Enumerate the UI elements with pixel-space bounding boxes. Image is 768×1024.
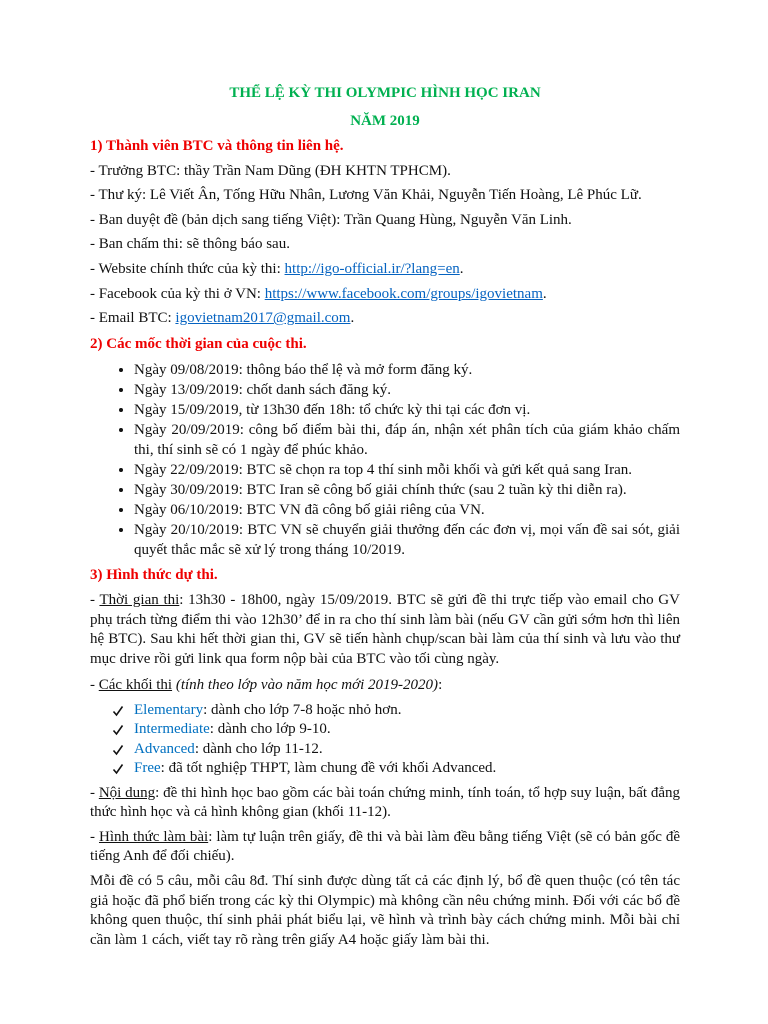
level-name: Elementary bbox=[134, 701, 204, 718]
timeline-item: • Ngày 30/09/2019: BTC Iran sẽ công bố giải chính thức (sau 2 tuần kỳ thi diễn ra). bbox=[134, 480, 680, 500]
checkmark-icon bbox=[112, 724, 124, 736]
timeline-item: • Ngày 20/10/2019: BTC VN sẽ chuyển giải thưởng đến các đơn vị, mọi vấn đề sai sót, giải quyết thắc mắc sẽ xử lý trong tháng 10/2019. bbox=[134, 520, 680, 560]
format-paragraph bbox=[90, 828, 680, 867]
email-line bbox=[90, 309, 680, 329]
website-line bbox=[90, 260, 680, 280]
level-name: Advanced bbox=[134, 740, 195, 757]
timeline-item: • Ngày 09/08/2019: thông báo thể lệ và mở form đăng ký. bbox=[134, 360, 680, 380]
rules-paragraph: Mỗi đề có 5 câu, mỗi câu 8đ. Thí sinh được dùng tất cả các định lý, bổ đề quen thuộc (có tên tác giả hoặc đã phổ biến trong các kỳ thi Olympic) mà không cần nêu chứng minh. Đối với các bổ đề không quen thuộc, thí sinh phải phát biểu lại, vẽ hình và trình bày cách chứng minh. Mỗi bài chỉ cần làm 1 cách, viết tay rõ ràng trên giấy A4 hoặc giấy làm bài thi. bbox=[90, 872, 680, 948]
levels-intro-dash: - bbox=[90, 677, 99, 694]
exam-time-label: Thời gian thi bbox=[99, 591, 180, 608]
title-line-2: NĂM 2019 bbox=[350, 113, 420, 129]
levels-list bbox=[90, 701, 680, 779]
website-suffix: . bbox=[459, 260, 464, 277]
level-item-intermediate bbox=[134, 720, 680, 739]
facebook-suffix: . bbox=[542, 285, 547, 302]
exam-time-paragraph bbox=[90, 591, 680, 669]
level-name: Free bbox=[134, 760, 161, 777]
level-name: Intermediate bbox=[134, 721, 210, 738]
format-dash: - bbox=[90, 828, 99, 845]
levels-intro-label: Các khối thi bbox=[98, 677, 173, 694]
levels-intro-suffix: : bbox=[438, 677, 443, 694]
facebook-line bbox=[90, 285, 680, 305]
email-label: - Email BTC: bbox=[90, 310, 176, 327]
level-desc: : đã tốt nghiệp THPT, làm chung đề với khối Advanced. bbox=[160, 760, 497, 777]
timeline-item: • Ngày 20/09/2019: công bố điểm bài thi, đáp án, nhận xét phân tích của giám khảo chấm thi, thí sinh sẽ có 1 ngày để phúc khảo. bbox=[134, 420, 680, 460]
levels-intro-note: (tính theo lớp vào năm học mới 2019-2020) bbox=[175, 677, 439, 694]
content-text: : đề thi hình học bao gồm các bài toán chứng minh, tính toán, tổ hợp suy luận, bất đẳng thức hình học và cả hình không gian (khối 11-12). bbox=[90, 784, 681, 821]
section-2-heading: 2) Các mốc thời gian của cuộc thi. bbox=[90, 335, 307, 352]
level-desc: : dành cho lớp 9-10. bbox=[209, 721, 331, 738]
level-desc: : dành cho lớp 11-12. bbox=[194, 740, 323, 757]
facebook-label: - Facebook của kỳ thi ở VN: bbox=[90, 285, 265, 302]
content-paragraph bbox=[90, 784, 680, 823]
exam-time-dash: - bbox=[90, 591, 100, 608]
format-text: : làm tự luận trên giấy, đề thi và bài làm đều bằng tiếng Việt (sẽ có bản gốc đề tiếng Anh để đối chiếu). bbox=[90, 828, 680, 865]
checkmark-icon bbox=[112, 744, 124, 756]
facebook-link[interactable]: https://www.facebook.com/groups/igovietnam bbox=[264, 285, 543, 302]
section-3-heading: 3) Hình thức dự thi. bbox=[90, 567, 218, 584]
timeline-item: • Ngày 06/10/2019: BTC VN đã công bố giải riêng của VN. bbox=[134, 500, 680, 520]
checkmark-icon bbox=[112, 763, 124, 775]
email-suffix: . bbox=[350, 310, 355, 327]
timeline-item: • Ngày 13/09/2019: chốt danh sách đăng ký. bbox=[134, 380, 680, 400]
levels-intro bbox=[90, 676, 680, 696]
secretary-line: - Thư ký: Lê Viết Ân, Tống Hữu Nhân, Lương Văn Khải, Nguyễn Tiến Hoàng, Lê Phúc Lữ. bbox=[90, 187, 642, 204]
section-1-heading: 1) Thành viên BTC và thông tin liên hệ. bbox=[90, 138, 344, 154]
content-dash: - bbox=[90, 784, 99, 801]
document-title bbox=[90, 79, 680, 135]
timeline-item: • Ngày 15/09/2019, từ 13h30 đến 18h: tổ chức kỳ thi tại các đơn vị. bbox=[134, 400, 680, 420]
checkmark-icon bbox=[112, 705, 124, 717]
timeline-list bbox=[90, 360, 680, 560]
content-label: Nội dung bbox=[98, 784, 156, 801]
level-item-free bbox=[134, 759, 680, 778]
email-link[interactable]: igovietnam2017@gmail.com bbox=[175, 310, 351, 327]
level-desc: : dành cho lớp 7-8 hoặc nhỏ hơn. bbox=[203, 701, 402, 718]
grading-board-line: - Ban chấm thi: sẽ thông báo sau. bbox=[90, 236, 290, 253]
review-board-line: - Ban duyệt đề (bản dịch sang tiếng Việt): Trần Quang Hùng, Nguyễn Văn Linh. bbox=[90, 211, 572, 228]
exam-time-text: : 13h30 - 18h00, ngày 15/09/2019. BTC sẽ gửi đề thi trực tiếp vào email cho GV phụ trách từng điểm thi vào 12h30’ để in ra cho thí sinh làm bài (nếu GV cần gửi sớm hơn thì liên hệ BTC). Sau khi hết thời gian thi, GV sẽ tiến hành chụp/scan bài làm của thí sinh và lưu vào thư mục drive rồi gửi link qua form nộp bài của BTC vào tối cùng ngày. bbox=[90, 591, 680, 667]
level-item-advanced bbox=[134, 740, 680, 759]
level-item-elementary bbox=[134, 701, 680, 720]
website-label: - Website chính thức của kỳ thi: bbox=[90, 260, 285, 277]
document-body bbox=[90, 79, 680, 950]
format-label: Hình thức làm bài bbox=[98, 828, 209, 845]
title-line-1: THỂ LỆ KỲ THI OLYMPIC HÌNH HỌC IRAN bbox=[229, 85, 541, 101]
website-link[interactable]: http://igo-official.ir/?lang=en bbox=[284, 260, 460, 277]
timeline-item: • Ngày 22/09/2019: BTC sẽ chọn ra top 4 thí sinh mỗi khối và gửi kết quả sang Iran. bbox=[134, 460, 680, 480]
organizer-head-line: - Trưởng BTC: thầy Trần Nam Dũng (ĐH KHTN TPHCM). bbox=[90, 162, 451, 179]
